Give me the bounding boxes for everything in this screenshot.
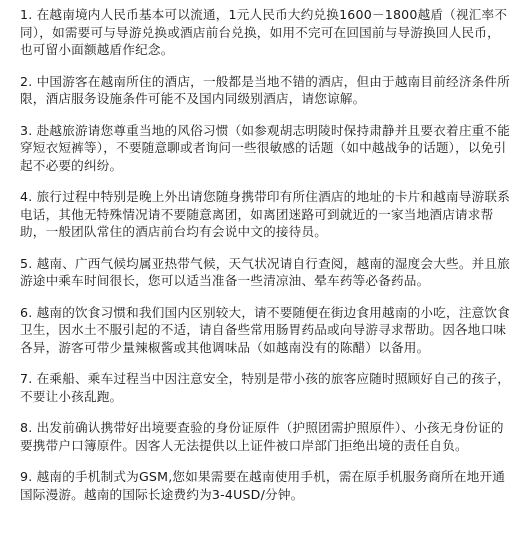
note-4: 4. 旅行过程中特别是晚上外出请您随身携带印有所住酒店的地址的卡片和越南导游联系电话，其他无特殊情况请不要随意离团，如离团迷路可到就近的一家当地酒店请求帮助，一般团队常住的酒店前台均有会说中文的接待员。 [20,189,510,239]
note-7: 7. 在乘船、乘车过程当中因注意安全，特别是带小孩的旅客应随时照顾好自己的孩子，不要让小孩乱跑。 [20,371,510,404]
note-2: 2. 中国游客在越南所住的酒店，一般都是当地不错的酒店，但由于越南目前经济条件所限，酒店服务设施条件可能不及国内同级别酒店，请您谅解。 [20,73,510,106]
note-9: 9. 越南的手机制式为GSM,您如果需要在越南使用手机，需在原手机服务商所在地开通国际漫游。越南的国际长途费约为3-4USD/分钟。 [20,469,506,502]
note-6: 6. 越南的饮食习惯和我们国内区别较大，请不要随便在街边食用越南的小吃，注意饮食卫生，因水土不服引起的不适，请自备些常用肠胃药品或向导游寻求帮助。因各地口味各异，游客可带少量辣椒酱或其他调味品（如越南没有的陈醋）以备用。 [20,304,510,355]
note-5: 5. 越南、广西气候均属亚热带气候，天气状况请自行查阅，越南的湿度会大些。并且旅游途中乘车时间很长，您可以适当准备一些清凉油、晕车药等必备药品。 [20,255,510,288]
note-8: 8. 出发前确认携带好出境要查验的身份证原件（护照团需护照原件）、小孩无身份证的要携带户口簿原件。因客人无法提供以上证件被口岸部门拒绝出境的责任自负。 [20,420,504,453]
note-1: 1. 在越南境内人民币基本可以流通，1元人民币大约兑换1600－1800越盾（视汇率不同），如需要可与导游兑换或酒店前台兑换，如用不完可在回国前与导游换回人民币，也可留小面额越盾作纪念。 [20,7,508,57]
note-3: 3. 赴越旅游请您尊重当地的风俗习惯（如参观胡志明陵时保持肃静并且要衣着庄重不能穿短衣短裤等），不要随意聊或者询问一些很敏感的话题（如中越战争的话题），以免引起不必要的纠纷。 [20,122,510,173]
